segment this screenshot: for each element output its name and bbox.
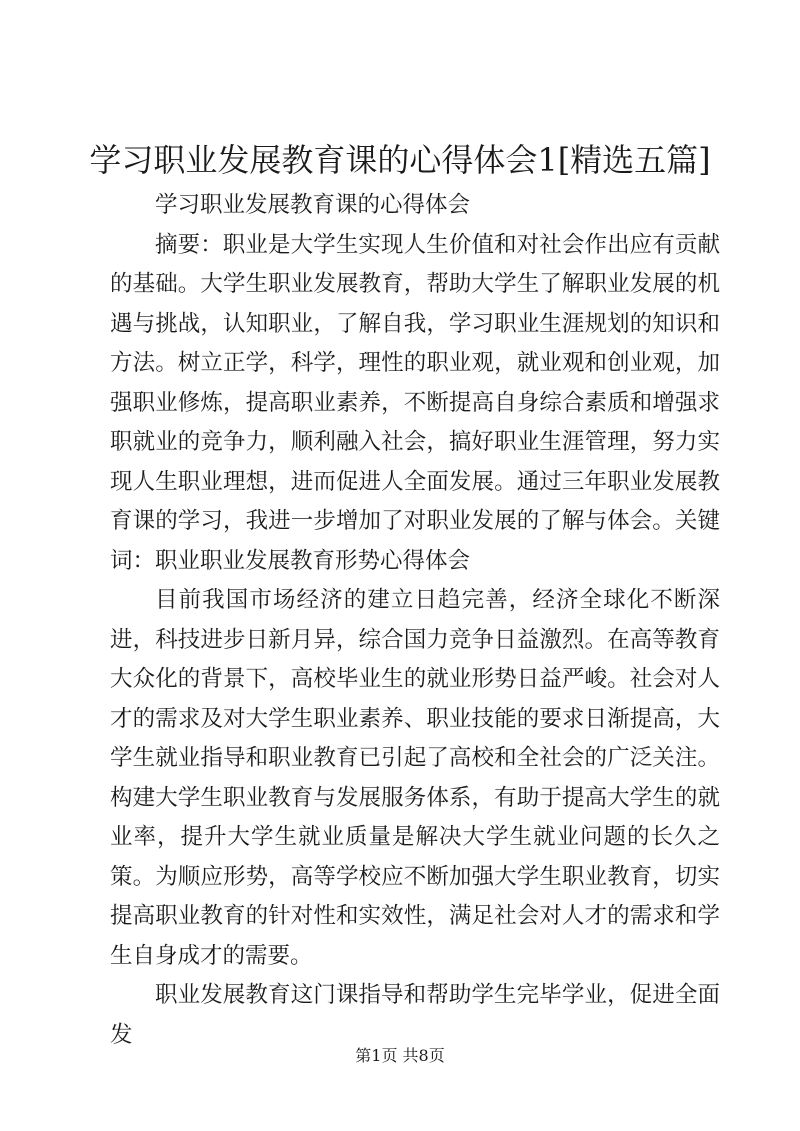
body-paragraph: 目前我国市场经济的建立日趋完善，经济全球化不断深进，科技进步日新月异，综合国力竞争日益激烈。在高等教育大众化的背景下，高校毕业生的就业形势日益严峻。社会对人才的需求及对大学生职业素养、职业技能的要求日渐提高，大学生就业指导和职业教育已引起了高校和全社会的广泛关注。构建大学生职业教育与发展服务体系，有助于提高大学生的就业率，提升大学生就业质量是解决大学生就业问题的长久之策。为顺应形势，高等学校应不断加强大学生职业教育，切实提高职业教育的针对性和实效性，满足社会对人才的需求和学生自身成才的需要。 [110,587,720,969]
document-title: 学习职业发展教育课的心得体会1[精选五篇] [89,141,711,179]
subtitle-paragraph: 学习职业发展教育课的心得体会 [155,192,471,218]
document-body [110,186,720,1055]
page-number-footer: 第1页 共8页 [355,1046,445,1065]
body-paragraph: 职业发展教育这门课指导和帮助学生完毕学业，促进全面发 [110,982,720,1048]
abstract-paragraph: 摘要：职业是大学生实现人生价值和对社会作出应有贡献的基础。大学生职业发展教育，帮助大学生了解职业发展的机遇与挑战，认知职业，了解自我，学习职业生涯规划的知识和方法。树立正学，科学，理性的职业观，就业观和创业观，加强职业修炼，提高职业素养，不断提高自身综合素质和增强求职就业的竞争力，顺利融入社会，搞好职业生涯管理，努力实现人生职业理想，进而促进人全面发展。通过三年职业发展教育课的学习，我进一步增加了对职业发展的了解与体会。关键词：职业职业发展教育形势心得体会 [110,231,720,574]
